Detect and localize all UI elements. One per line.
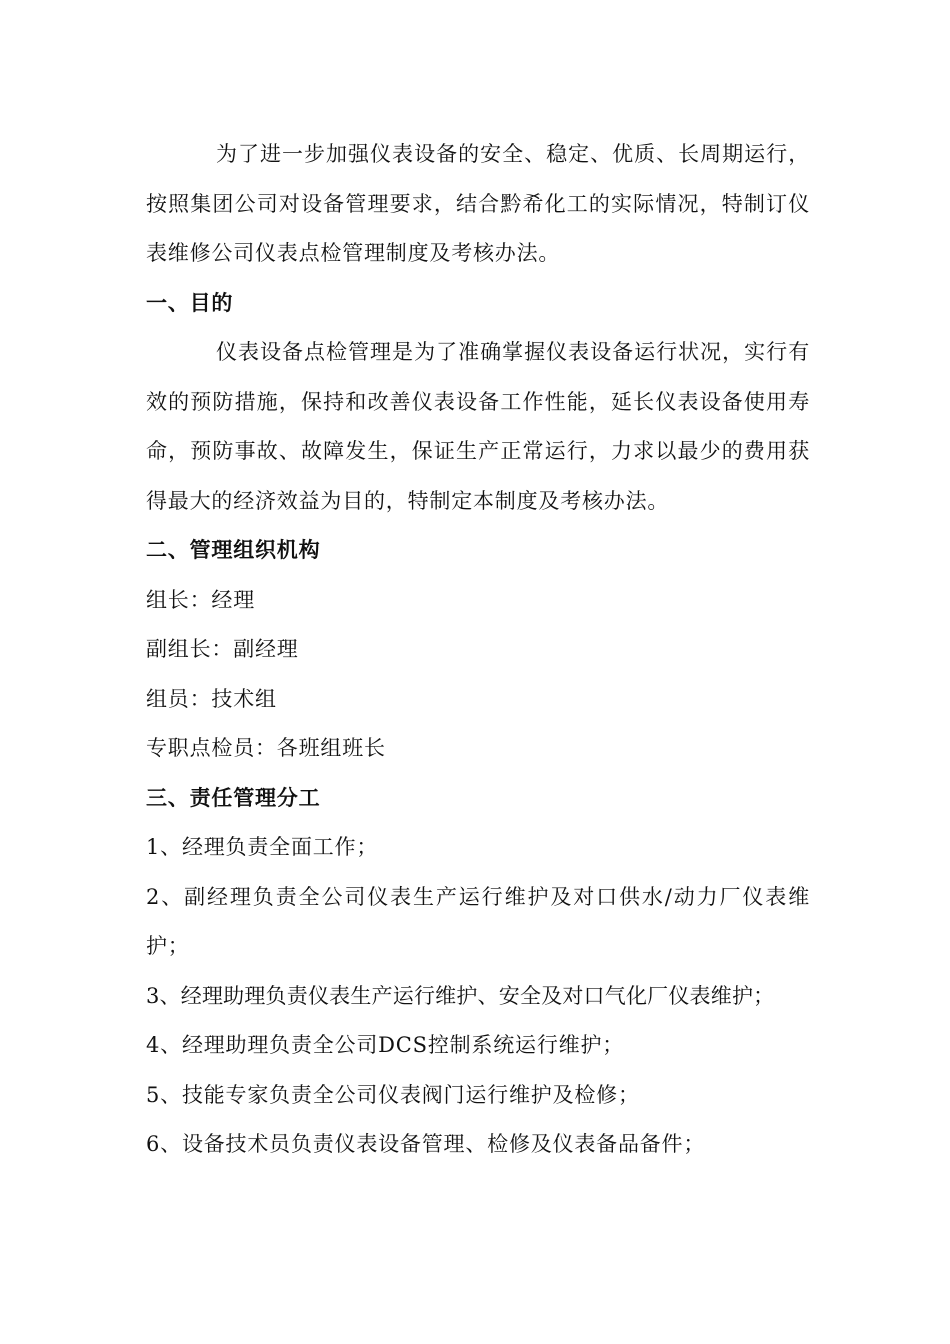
org-item-members: 组员：技术组 — [146, 686, 277, 711]
section-heading-purpose: 一、目的 — [146, 290, 234, 315]
responsibility-item: 6、设备技术员负责仪表设备管理、检修及仪表备品备件； — [146, 1132, 706, 1156]
purpose-paragraph: 仪表设备点检管理是为了准确掌握仪表设备运行状况，实行有效的预防措施，保持和改善仪表设备工作性能，延长仪表设备使用寿命，预防事故、故障发生，保证生产正常运行，力求以最少的费用获得最大的经济效益为目的，特制定本制度及考核办法。 — [146, 340, 810, 513]
document-page — [146, 130, 810, 1170]
responsibility-item: 1、经理负责全面工作； — [146, 835, 379, 859]
responsibility-item: 4、经理助理负责全公司DCS控制系统运行维护； — [146, 1033, 625, 1057]
org-item-deputy-leader: 副组长：副经理 — [146, 637, 299, 661]
section-heading-responsibilities: 三、责任管理分工 — [146, 785, 321, 810]
section-heading-organization: 二、管理组织机构 — [146, 538, 321, 562]
responsibility-item: 5、技能专家负责全公司仪表阀门运行维护及检修； — [146, 1082, 640, 1107]
org-item-leader: 组长：经理 — [146, 587, 255, 612]
org-item-inspector: 专职点检员：各班组班长 — [146, 736, 386, 760]
intro-paragraph: 为了进一步加强仪表设备的安全、稳定、优质、长周期运行，按照集团公司对设备管理要求，结合黔希化工的实际情况，特制订仪表维修公司仪表点检管理制度及考核办法。 — [146, 142, 810, 265]
responsibility-item: 3、经理助理负责仪表生产运行维护、安全及对口气化厂仪表维护； — [146, 983, 775, 1008]
responsibility-item: 2、副经理负责全公司仪表生产运行维护及对口供水/动力厂仪表维护； — [146, 884, 810, 958]
